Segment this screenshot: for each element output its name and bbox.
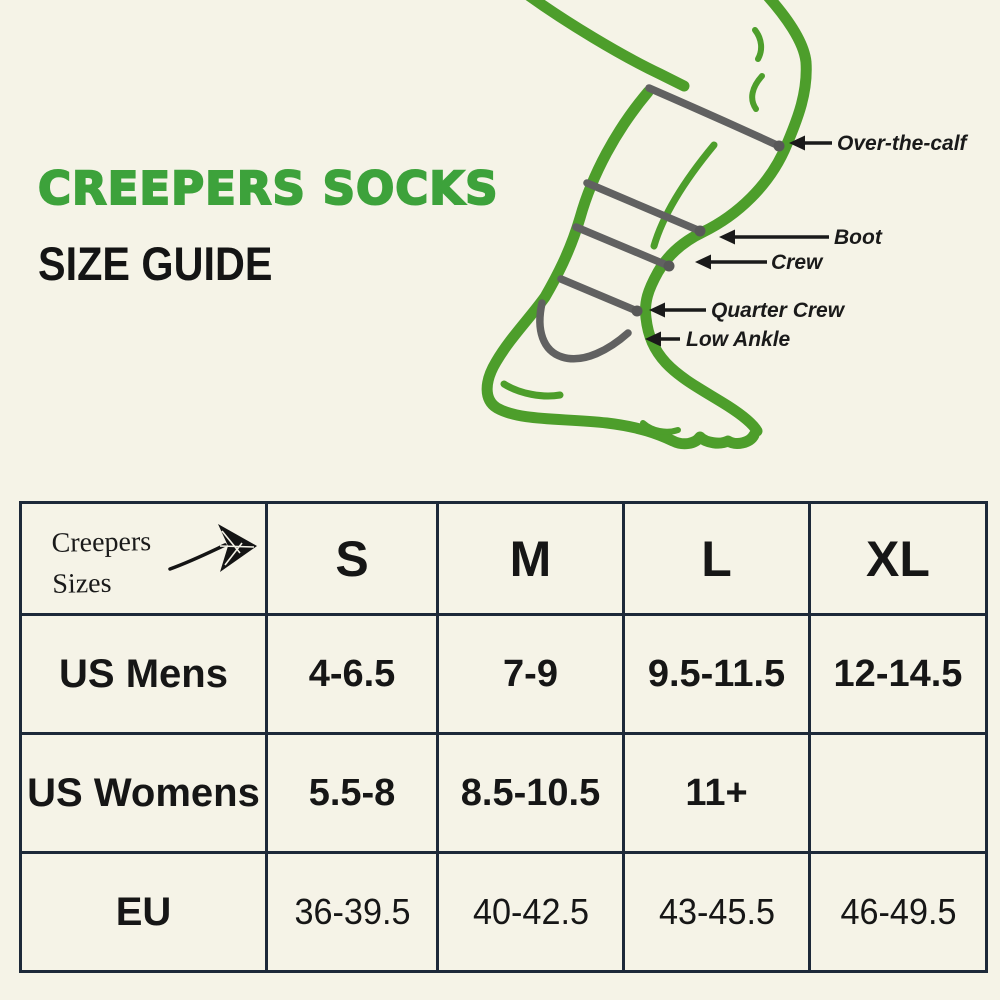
cell-us-womens-m: 8.5-10.5 <box>438 734 624 853</box>
label-quarter-crew: Quarter Crew <box>711 299 845 322</box>
table-row-eu <box>21 853 987 972</box>
cell-us-mens-l: 9.5-11.5 <box>624 615 810 734</box>
table-row-us-mens <box>21 615 987 734</box>
cell-eu-m: 40-42.5 <box>442 853 619 972</box>
cell-eu-l: 43-45.5 <box>628 853 805 972</box>
label-boot: Boot <box>834 226 882 249</box>
cell-us-mens-m: 7-9 <box>438 615 624 734</box>
cell-eu-s: 36-39.5 <box>271 853 433 972</box>
cell-us-mens-xl: 12-14.5 <box>810 615 987 734</box>
leg-outline <box>487 0 806 444</box>
column-header-s: S <box>267 503 438 615</box>
hand-drawn-arrow-icon <box>168 522 262 578</box>
page-title: SIZE GUIDE <box>38 237 273 290</box>
corner-cell <box>21 503 267 615</box>
brand-title: CREEPERS SOCKS <box>38 162 499 215</box>
cell-us-mens-s: 4-6.5 <box>267 615 438 734</box>
table-row-us-womens <box>21 734 987 853</box>
annotation-labels <box>686 132 969 351</box>
cell-us-womens-l: 11+ <box>624 734 810 853</box>
column-header-xl: XL <box>810 503 987 615</box>
column-header-l: L <box>624 503 810 615</box>
cell-us-womens-xl <box>810 734 987 853</box>
size-table <box>19 501 988 973</box>
column-header-m: M <box>438 503 624 615</box>
row-label-eu: EU <box>21 853 267 972</box>
cell-eu-xl: 46-49.5 <box>814 853 982 972</box>
quarter-crew-line <box>561 279 637 311</box>
corner-label-line2: Sizes <box>52 567 112 600</box>
label-crew: Crew <box>771 251 823 274</box>
table-header-row <box>21 503 987 615</box>
label-over-the-calf: Over-the-calf <box>837 132 967 155</box>
corner-label <box>51 521 152 605</box>
row-label-us-mens: US Mens <box>21 615 267 734</box>
row-label-us-womens: US Womens <box>21 734 267 853</box>
label-low-ankle: Low Ankle <box>686 328 791 351</box>
low-ankle-line <box>540 303 628 359</box>
corner-label-line1: Creepers <box>51 526 152 559</box>
over-the-calf-line <box>649 88 779 146</box>
cell-us-womens-s: 5.5-8 <box>267 734 438 853</box>
